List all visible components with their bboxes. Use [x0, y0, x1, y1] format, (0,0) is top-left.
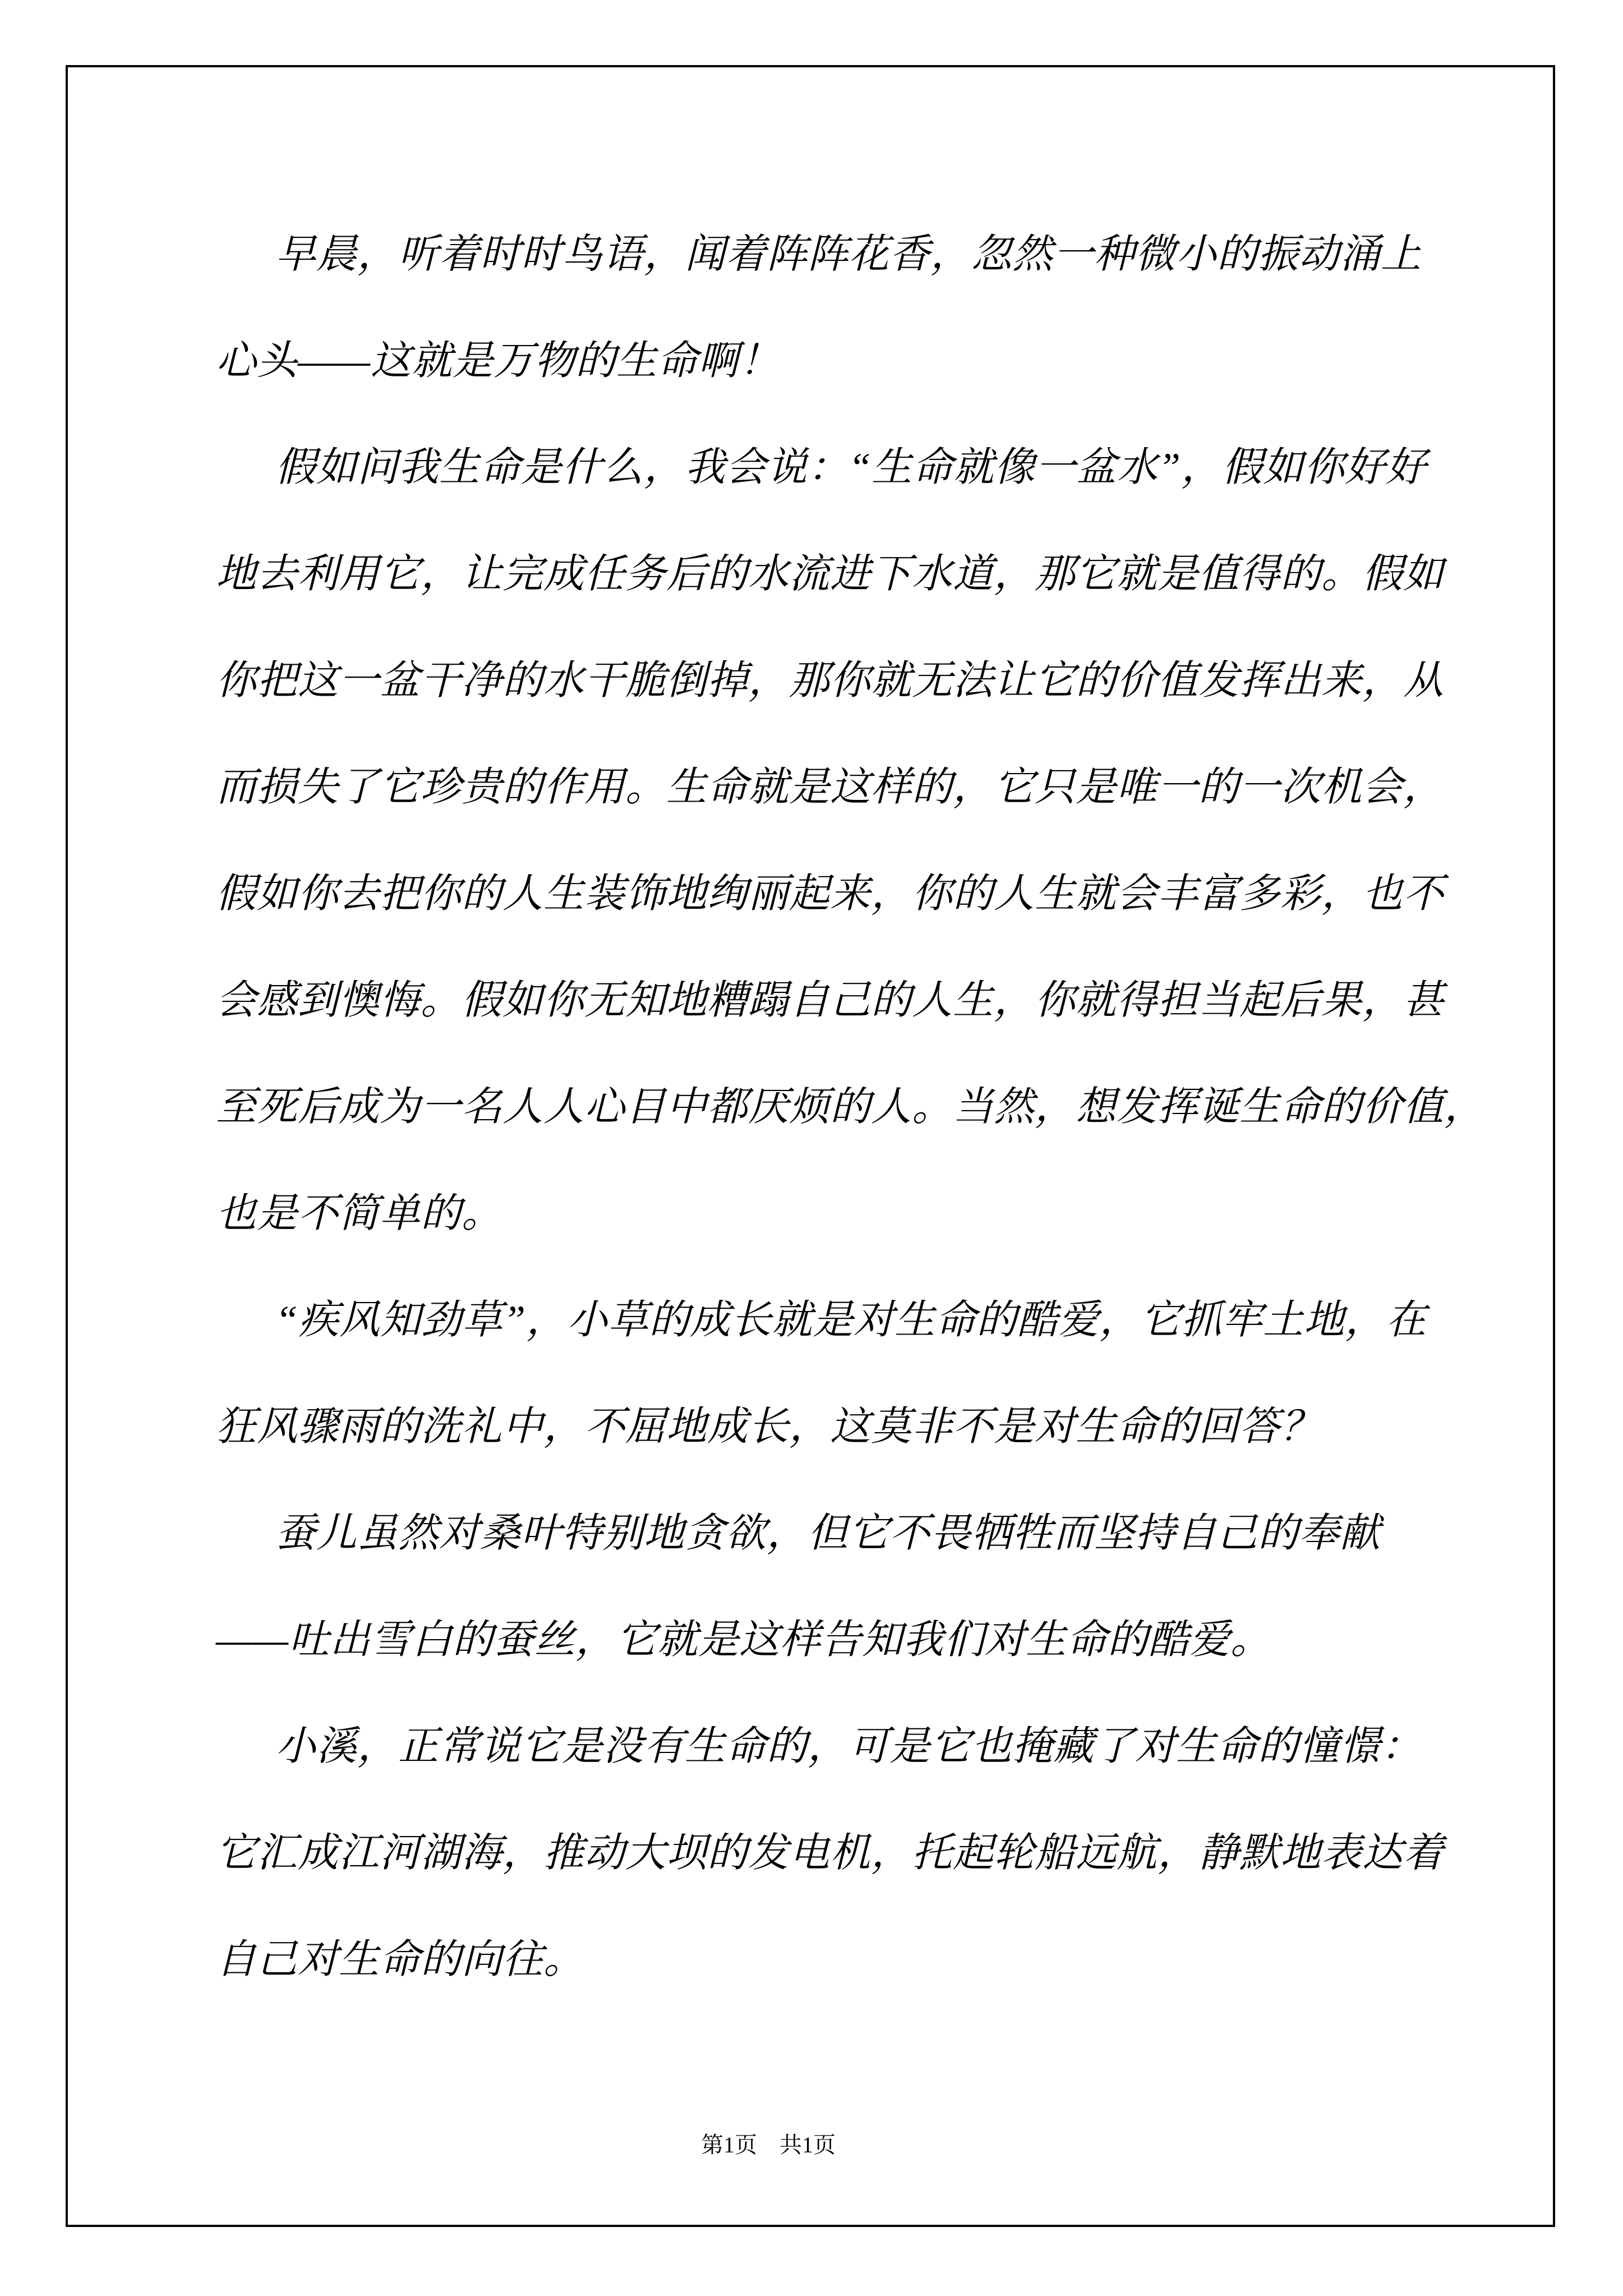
page-number — [701, 2129, 836, 2161]
text-line: “疾风知劲草”，小草的成长就是对生命的酷爱，它抓牢土地，在 — [275, 1297, 1427, 1342]
text-line: 它汇成江河湖海，推动大坝的发电机，托起轮船远航，静默地表达着 — [216, 1830, 1445, 1875]
essay-body — [216, 201, 1523, 2013]
text-line: 会感到懊悔。假如你无知地糟蹋自己的人生，你就得担当起后果，甚 — [216, 978, 1445, 1023]
text-line: 蚕儿虽然对桑叶特别地贪欲，但它不畏牺牲而坚持自己的奉献 — [275, 1511, 1381, 1556]
page-number-current: 第1页 — [701, 2132, 757, 2157]
page-number-total: 共1页 — [780, 2132, 836, 2157]
text-line: 而损失了它珍贵的作用。生命就是这样的，它只是唯一的一次机会， — [216, 765, 1445, 809]
text-line: 你把这一盆干净的水干脆倒掉，那你就无法让它的价值发挥出来，从 — [216, 658, 1445, 703]
text-line: 假如问我生命是什么，我会说：“生命就像一盆水”，假如你好好 — [275, 445, 1427, 490]
text-line: ——吐出雪白的蚕丝，它就是这样告知我们对生命的酷爱。 — [216, 1617, 1272, 1662]
text-line: 至死后成为一名人人心目中都厌烦的人。当然，想发挥诞生命的价值， — [216, 1084, 1486, 1129]
text-line: 假如你去把你的人生装饰地绚丽起来，你的人生就会丰富多彩，也不 — [216, 871, 1445, 916]
text-line: 自己对生命的向往。 — [216, 1937, 585, 1982]
text-line: 也是不简单的。 — [216, 1191, 503, 1236]
text-line: 地去利用它，让完成任务后的水流进下水道，那它就是值得的。假如 — [216, 551, 1445, 596]
text-line: 心头——这就是万物的生命啊！ — [216, 338, 781, 383]
text-line: 狂风骤雨的洗礼中，不屈地成长，这莫非不是对生命的回答？ — [216, 1404, 1322, 1449]
text-line: 早晨，听着时时鸟语，闻着阵阵花香，忽然一种微小的振动涌上 — [275, 232, 1422, 277]
text-line: 小溪，正常说它是没有生命的，可是它也掩藏了对生命的憧憬： — [275, 1724, 1422, 1769]
